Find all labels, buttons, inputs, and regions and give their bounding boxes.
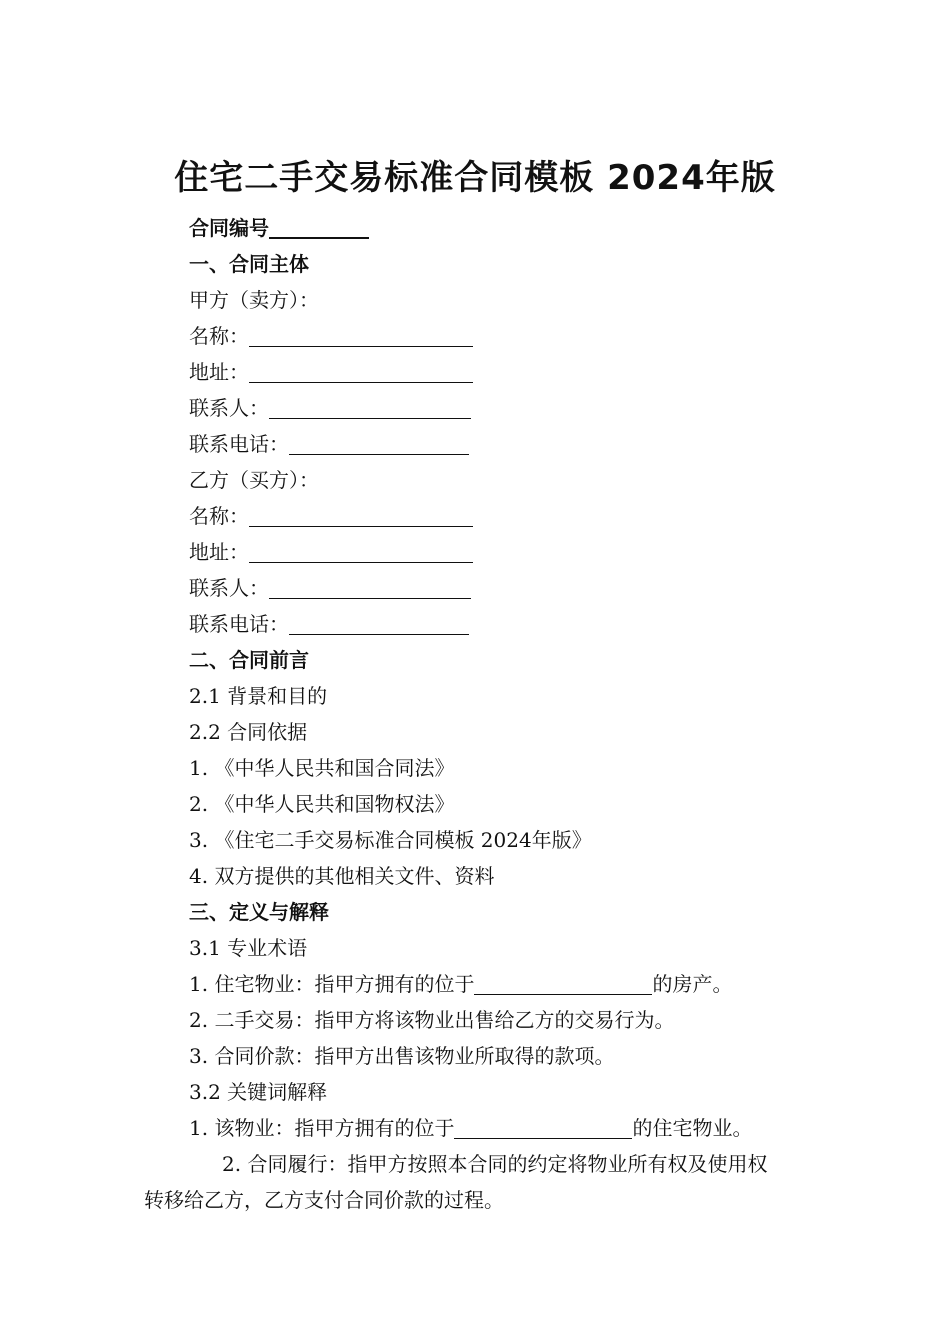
- party-a-phone-line: [189, 426, 829, 462]
- party-b-address-blank: [249, 540, 473, 563]
- clause-3-2: 3.2 关键词解释: [189, 1080, 328, 1104]
- party-a-name-line: [189, 318, 829, 354]
- party-a-phone-blank: [289, 432, 469, 455]
- keyword-contract-performance-line2: 转移给乙方，乙方支付合同价款的过程。: [144, 1188, 504, 1212]
- location-blank: [454, 1116, 632, 1139]
- location-blank: [474, 972, 652, 995]
- party-b-label: 乙方（买方）：: [189, 468, 319, 492]
- section-heading-2: 二、合同前言: [189, 648, 309, 672]
- name-label: 名称：: [189, 324, 249, 348]
- party-b-phone-line: [189, 606, 829, 642]
- party-b-name-blank: [249, 504, 473, 527]
- keyword-text: 1. 该物业：指甲方拥有的位于: [189, 1116, 455, 1140]
- contact-label: 联系人：: [189, 576, 269, 600]
- contact-label: 联系人：: [189, 396, 269, 420]
- contract-number-blank: [269, 215, 369, 239]
- document-body: [144, 210, 829, 1218]
- party-a-name-blank: [249, 324, 473, 347]
- party-b-contact-blank: [269, 576, 471, 599]
- clause-2-1: 2.1 背景和目的: [189, 684, 328, 708]
- address-label: 地址：: [189, 540, 249, 564]
- party-b-name-line: [189, 498, 829, 534]
- name-label: 名称：: [189, 504, 249, 528]
- contract-number-label: 合同编号: [189, 216, 269, 240]
- document-title: 住宅二手交易标准合同模板 2024年版: [174, 158, 776, 198]
- address-label: 地址：: [189, 360, 249, 384]
- section-heading-1: 一、合同主体: [189, 252, 309, 276]
- clause-2-2: 2.2 合同依据: [189, 720, 308, 744]
- keyword-the-property: [189, 1110, 829, 1146]
- keyword-contract-performance-line1: 2. 合同履行：指甲方按照本合同的约定将物业所有权及使用权: [222, 1152, 768, 1176]
- clause-3-1: 3.1 专业术语: [189, 936, 308, 960]
- contract-number-line: [189, 210, 829, 246]
- basis-item: 2. 《中华人民共和国物权法》: [189, 792, 455, 816]
- party-a-label: 甲方（卖方）：: [189, 288, 319, 312]
- basis-item: 3. 《住宅二手交易标准合同模板 2024年版》: [189, 828, 592, 852]
- party-b-contact-line: [189, 570, 829, 606]
- section-heading-3: 三、定义与解释: [189, 900, 329, 924]
- phone-label: 联系电话：: [189, 432, 289, 456]
- term-residential-property: [189, 966, 829, 1002]
- term-text: 1. 住宅物业：指甲方拥有的位于: [189, 972, 475, 996]
- party-a-address-line: [189, 354, 829, 390]
- term-text: 的房产。: [652, 972, 733, 996]
- term-contract-price: 3. 合同价款：指甲方出售该物业所取得的款项。: [189, 1044, 615, 1068]
- keyword-text: 的住宅物业。: [632, 1116, 753, 1140]
- basis-item: 4. 双方提供的其他相关文件、资料: [189, 864, 495, 888]
- party-b-phone-blank: [289, 612, 469, 635]
- party-b-address-line: [189, 534, 829, 570]
- party-a-contact-line: [189, 390, 829, 426]
- phone-label: 联系电话：: [189, 612, 289, 636]
- party-a-address-blank: [249, 360, 473, 383]
- party-a-contact-blank: [269, 396, 471, 419]
- basis-item: 1. 《中华人民共和国合同法》: [189, 756, 455, 780]
- term-second-hand-trade: 2. 二手交易：指甲方将该物业出售给乙方的交易行为。: [189, 1008, 675, 1032]
